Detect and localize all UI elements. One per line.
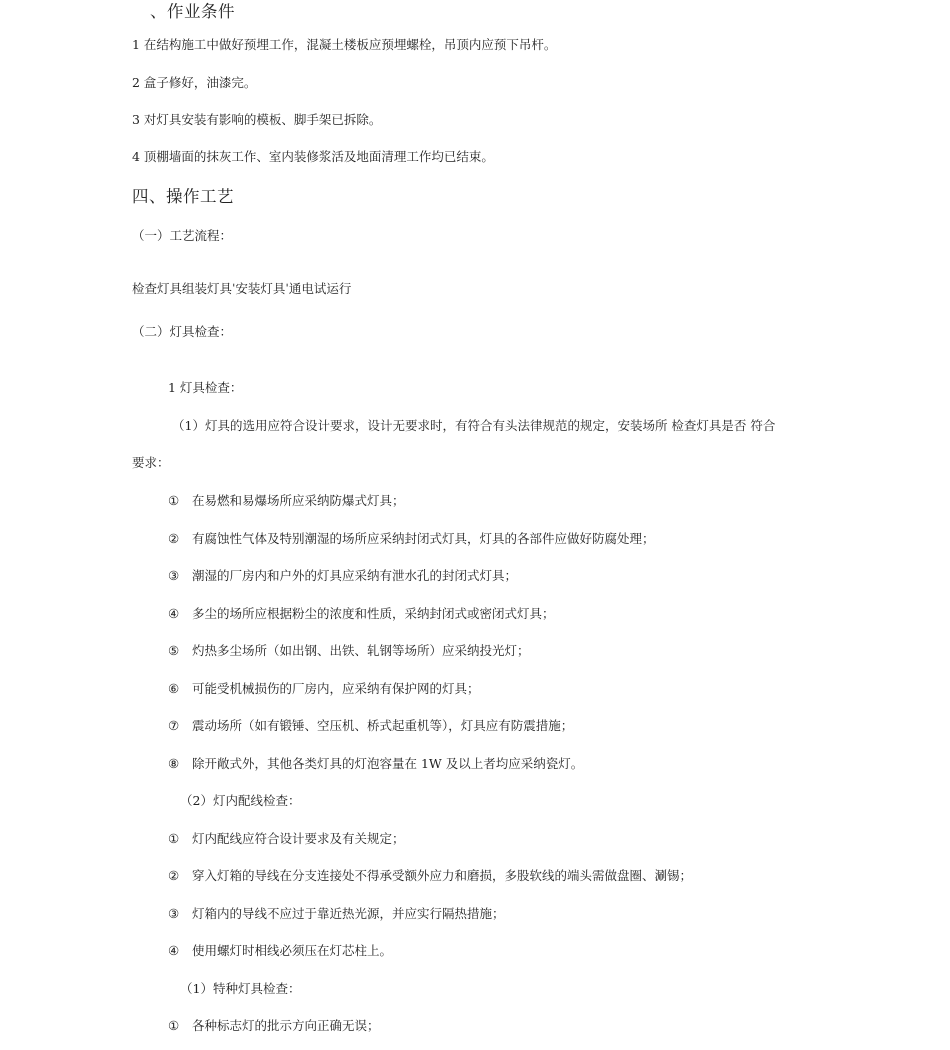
process-flow-title: （一）工艺流程： [132, 228, 233, 243]
wiring-list-item-1 [168, 831, 405, 847]
selection-paragraph-line-1: （1）灯具的选用应符合设计要求，设计无要求时，有符合有头法律规范的规定，安装场所 检查灯具是否 符合 [172, 418, 776, 433]
process-flow-text: 检查灯具组装灯具ˈ安装灯具ˈ通电试运行 [132, 281, 352, 296]
list-text: 灯内配线应符合设计要求及有关规定； [192, 831, 405, 846]
list-text: 各种标志灯的批示方向正确无误； [192, 1018, 380, 1033]
list-marker: ① [168, 831, 180, 846]
selection-list-item-5 [168, 643, 530, 659]
selection-list-item-1 [168, 493, 405, 509]
list-marker: ④ [168, 606, 180, 621]
selection-list-item-6 [168, 681, 480, 697]
list-text: 除开敞式外，其他各类灯具的灯泡容量在 1W 及以上者均应采纳瓷灯。 [192, 756, 584, 771]
section-4-heading: 四、操作工艺 [132, 187, 234, 206]
lamp-check-title: （二）灯具检查： [132, 324, 233, 339]
list-text: 多尘的场所应根据粉尘的浓度和性质，采纳封闭式或密闭式灯具； [192, 606, 555, 621]
list-text: 在易燃和易爆场所应采纳防爆式灯具； [192, 493, 405, 508]
wiring-check-title: （2）灯内配线检查： [180, 793, 301, 808]
condition-item-1: 1 在结构施工中做好预埋工作，混凝土楼板应预埋螺栓，吊顶内应预下吊杆。 [132, 37, 557, 52]
list-marker: ② [168, 531, 180, 546]
list-text: 潮湿的厂房内和户外的灯具应采纳有泄水孔的封闭式灯具； [192, 568, 518, 583]
selection-list-item-2 [168, 531, 655, 547]
list-marker: ⑧ [168, 756, 180, 771]
list-text: 可能受机械损伤的厂房内，应采纳有保护网的灯具； [192, 681, 480, 696]
list-marker: ② [168, 868, 180, 883]
selection-list-item-3 [168, 568, 517, 584]
list-text: 灯箱内的导线不应过于靠近热光源，并应实行隔热措施； [192, 906, 505, 921]
selection-list-item-7 [168, 718, 573, 734]
special-list-item-1 [168, 1018, 380, 1034]
special-lamp-check-title: （1）特种灯具检查： [180, 981, 301, 996]
list-text: 灼热多尘场所（如出钢、出铁、轧钢等场所）应采纳投光灯； [192, 643, 530, 658]
list-text: 有腐蚀性气体及特别潮湿的场所应采纳封闭式灯具，灯具的各部件应做好防腐处理； [192, 531, 655, 546]
section-3-heading: 、作业条件 [150, 2, 235, 21]
list-text: 使用螺灯时相线必须压在灯芯柱上。 [192, 943, 393, 958]
selection-list-item-8 [168, 756, 583, 772]
list-text: 震动场所（如有锻锤、空压机、桥式起重机等），灯具应有防震措施； [192, 718, 574, 733]
condition-item-4: 4 顶棚墙面的抹灰工作、室内装修浆活及地面清理工作均已结束。 [132, 149, 494, 164]
selection-list-item-4 [168, 606, 555, 622]
wiring-list-item-3 [168, 906, 505, 922]
list-marker: ① [168, 493, 180, 508]
list-marker: ④ [168, 943, 180, 958]
list-text: 穿入灯箱的导线在分支连接处不得承受额外应力和磨损，多股软线的端头需做盘圈、涮锡； [192, 868, 693, 883]
lamp-check-subtitle: 1 灯具检查： [168, 380, 243, 395]
list-marker: ⑦ [168, 718, 180, 733]
list-marker: ③ [168, 568, 180, 583]
list-marker: ⑥ [168, 681, 180, 696]
list-marker: ① [168, 1018, 180, 1033]
selection-paragraph-line-2: 要求： [132, 455, 170, 470]
wiring-list-item-2 [168, 868, 692, 884]
list-marker: ⑤ [168, 643, 180, 658]
condition-item-2: 2 盒子修好，油漆完。 [132, 75, 257, 90]
list-marker: ③ [168, 906, 180, 921]
wiring-list-item-4 [168, 943, 392, 959]
condition-item-3: 3 对灯具安装有影响的模板、脚手架已拆除。 [132, 112, 382, 127]
